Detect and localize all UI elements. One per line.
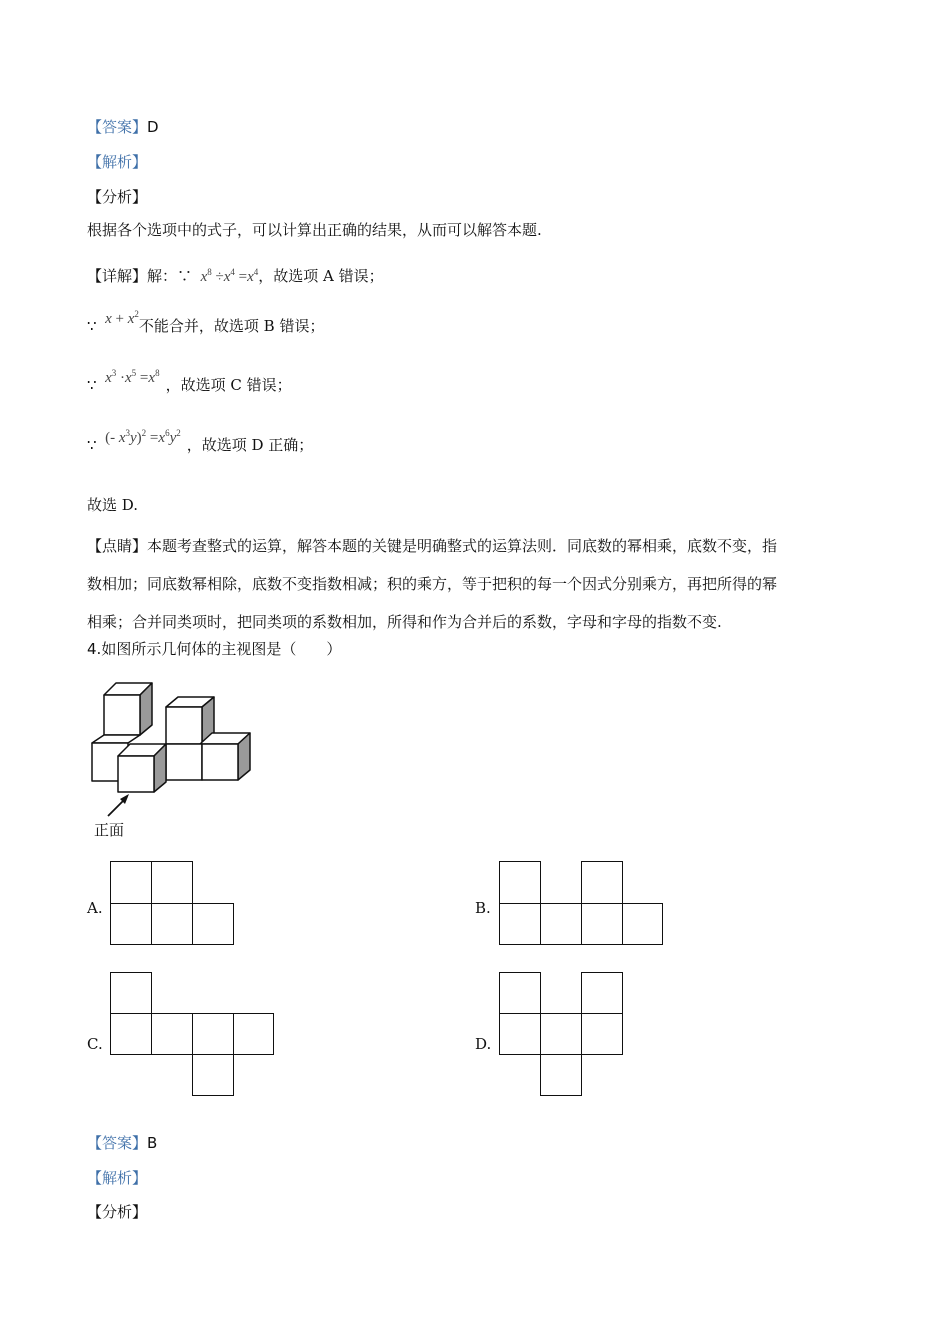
fenxi-tag: 【分析】 xyxy=(87,1203,148,1221)
answer-value: D xyxy=(147,118,159,136)
option-d-label[interactable]: D. xyxy=(475,1035,492,1053)
detail-line-b xyxy=(87,309,325,336)
dianjing-line-1: 本题考查整式的运算，解答本题的关键是明确整式的运算法则．同底数的幂相乘，底数不变，指 xyxy=(147,537,778,555)
q4-answer-line xyxy=(87,1132,157,1153)
formula-b: $x + x^2$ xyxy=(101,309,139,327)
question-number: 4. xyxy=(87,640,102,658)
formula-c: $x^3 \cdot x^5 =x^8$ xyxy=(101,368,160,386)
geometry-figure xyxy=(86,678,256,838)
detail-line-c xyxy=(87,368,292,395)
because-symbol: ∵ xyxy=(87,436,97,454)
dianjing-line-2: 数相加；同底数幂相除，底数不变指数相减；积的乘方，等于把积的每一个因式分别乘方，再把所得的幂 xyxy=(87,575,778,593)
answer-tag: 【答案】 xyxy=(87,118,148,136)
q4-question xyxy=(87,638,341,659)
answer-tag: 【答案】 xyxy=(87,1134,148,1152)
detail-line-a xyxy=(87,265,384,286)
formula-d: (- $x^3y)^2 =x^6y^2$ xyxy=(105,428,181,446)
fenxi-text: 根据各个选项中的式子，可以计算出正确的结果，从而可以解答本题. xyxy=(87,221,542,239)
option-b-label[interactable]: B. xyxy=(475,899,491,917)
dianjing-tag: 【点睛】 xyxy=(87,537,148,555)
because-symbol: ∵ xyxy=(87,317,97,335)
dianjing-block xyxy=(87,527,777,641)
front-label: 正面 xyxy=(94,821,125,839)
because-symbol: ∵ xyxy=(87,376,97,394)
detail-tag: 【详解】 xyxy=(87,267,148,285)
option-c-label[interactable]: C. xyxy=(87,1035,103,1053)
answer-value: B xyxy=(147,1134,158,1152)
line-d-suffix: ，故选项 D 正确； xyxy=(186,436,314,454)
question-text: 如图所示几何体的主视图是（ ） xyxy=(101,640,342,658)
option-a-label[interactable]: A. xyxy=(87,899,103,917)
analysis-tag: 【解析】 xyxy=(87,153,148,171)
fenxi-tag: 【分析】 xyxy=(87,188,148,206)
analysis-tag: 【解析】 xyxy=(87,1169,148,1187)
detail-line-d xyxy=(87,428,314,455)
conclusion: 故选 D. xyxy=(87,496,139,514)
line-a-suffix: ，故选项 A 错误； xyxy=(258,267,384,285)
detail-intro: 解：∵ xyxy=(147,267,193,285)
line-b-suffix: 不能合并，故选项 B 错误； xyxy=(138,317,325,335)
formula-a: $x^8 \div x^4 =x^4$ xyxy=(196,267,259,285)
q3-answer-line xyxy=(87,116,159,137)
line-c-suffix: ，故选项 C 错误； xyxy=(165,376,292,394)
dianjing-line-3: 相乘；合并同类项时，把同类项的系数相加，所得和作为合并后的系数，字母和字母的指数不变. xyxy=(87,613,722,631)
